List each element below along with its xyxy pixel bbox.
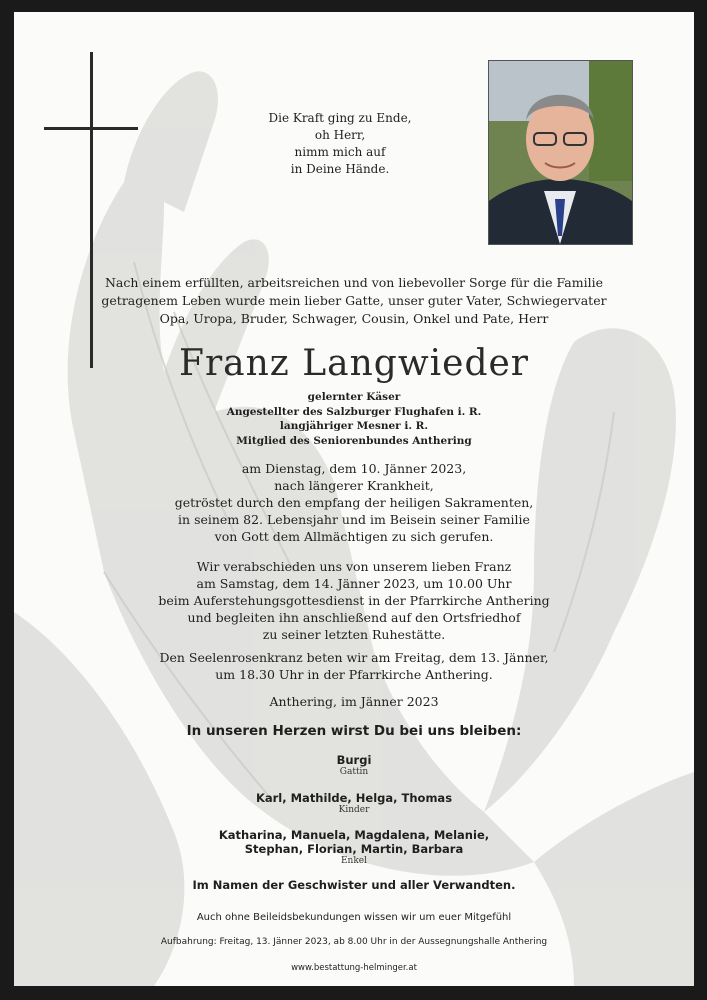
website-link[interactable]: www.bestattung-helminger.at bbox=[291, 963, 417, 973]
place-date: Anthering, im Jänner 2023 bbox=[269, 694, 439, 709]
motto-line: oh Herr, bbox=[314, 128, 366, 142]
title-line: Mitglied des Seniorenbundes Anthering bbox=[236, 434, 472, 447]
intro-line: getragenem Leben wurde mein lieber Gatte, unser guter Vater, Schwiegervater bbox=[101, 293, 607, 308]
rosary-paragraph bbox=[104, 649, 604, 683]
intro-line: Opa, Uropa, Bruder, Schwager, Cousin, Onkel und Pate, Herr bbox=[159, 311, 549, 326]
motto-verse bbox=[240, 110, 440, 178]
deceased-titles bbox=[174, 390, 534, 448]
rosary-line: um 18.30 Uhr in der Pfarrkirche Anthering. bbox=[215, 667, 493, 682]
intro-line: Nach einem erfüllten, arbeitsreichen und von liebevoller Sorge für die Familie bbox=[104, 275, 604, 290]
wake-note: Aufbahrung: Freitag, 13. Jänner 2023, ab 8.00 Uhr in der Aussegnungshalle Anthering bbox=[160, 937, 548, 947]
obituary-card bbox=[14, 12, 694, 986]
cross-icon-horizontal bbox=[44, 127, 138, 130]
death-notice-line: am Dienstag, dem 10. Jänner 2023, bbox=[241, 461, 467, 476]
motto-line: Die Kraft ging zu Ende, bbox=[268, 111, 412, 125]
funeral-line: und begleiten ihn anschließend auf den Ortsfriedhof bbox=[187, 610, 521, 625]
death-notice-line: von Gott dem Allmächtigen zu sich gerufen. bbox=[214, 529, 494, 544]
portrait-photo bbox=[488, 60, 633, 245]
motto-line: in Deine Hände. bbox=[290, 162, 390, 176]
cross-icon-vertical bbox=[90, 52, 93, 368]
family-names: Katharina, Manuela, Magdalena, Melanie, bbox=[218, 828, 490, 842]
funeral-line: zu seiner letzten Ruhestätte. bbox=[262, 627, 446, 642]
intro-paragraph bbox=[94, 274, 614, 328]
death-notice-line: in seinem 82. Lebensjahr und im Beisein seiner Familie bbox=[178, 512, 530, 527]
deceased-name: Franz Langwieder bbox=[178, 343, 530, 384]
motto-line: nimm mich auf bbox=[294, 145, 386, 159]
title-line: gelernter Käser bbox=[307, 391, 401, 403]
closing-line: Im Namen der Geschwister und aller Verwandten. bbox=[192, 878, 516, 892]
family-names: Karl, Mathilde, Helga, Thomas bbox=[255, 791, 453, 805]
family-names: Burgi bbox=[336, 753, 372, 767]
funeral-line: Wir verabschieden uns von unserem lieben Franz bbox=[196, 559, 512, 574]
family-relation: Kinder bbox=[338, 805, 370, 815]
hearts-heading: In unseren Herzen wirst Du bei uns bleiben: bbox=[186, 723, 522, 739]
family-names: Stephan, Florian, Martin, Barbara bbox=[244, 842, 464, 856]
death-notice-paragraph bbox=[104, 460, 604, 545]
family-relation: Gattin bbox=[339, 767, 369, 777]
family-group-spouse bbox=[154, 753, 554, 778]
funeral-paragraph bbox=[104, 558, 604, 643]
condolence-note: Auch ohne Beileidsbekundungen wissen wir um euer Mitgefühl bbox=[196, 912, 512, 923]
rosary-line: Den Seelenrosenkranz beten wir am Freitag, dem 13. Jänner, bbox=[159, 650, 549, 665]
family-relation: Enkel bbox=[340, 856, 368, 866]
title-line: langjähriger Mesner i. R. bbox=[279, 420, 429, 432]
death-notice-line: nach längerer Krankheit, bbox=[274, 478, 434, 493]
family-group-grandchildren bbox=[154, 828, 554, 867]
funeral-line: beim Auferstehungsgottesdienst in der Pfarrkirche Anthering bbox=[158, 593, 550, 608]
funeral-line: am Samstag, dem 14. Jänner 2023, um 10.00 Uhr bbox=[196, 576, 512, 591]
title-line: Angestellter des Salzburger Flughafen i. R. bbox=[226, 405, 482, 418]
family-group-children bbox=[154, 791, 554, 816]
death-notice-line: getröstet durch den empfang der heiligen Sakramenten, bbox=[174, 495, 534, 510]
